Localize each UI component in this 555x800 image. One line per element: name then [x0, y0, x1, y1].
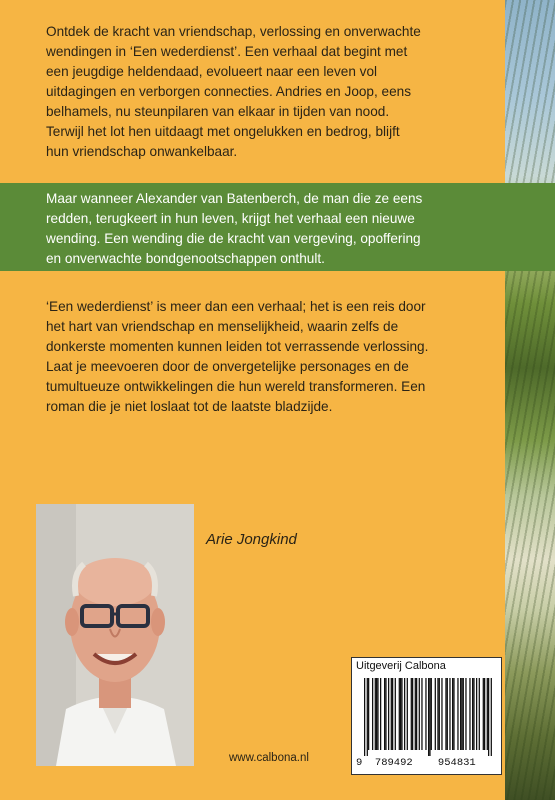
barcode-bar [483, 678, 484, 750]
barcode-bar [447, 678, 448, 750]
barcode-bar [487, 678, 488, 750]
barcode-bar [395, 678, 396, 750]
barcode-bar [463, 678, 464, 750]
barcode-bar [439, 678, 440, 750]
barcode-bar [460, 678, 461, 750]
barcode-bar [465, 678, 466, 750]
barcode-bar [472, 678, 473, 750]
barcode-bar [384, 678, 385, 750]
author-photo [36, 504, 194, 766]
publisher-name: Uitgeverij Calbona [356, 660, 446, 672]
barcode-bar [407, 678, 408, 750]
barcode-bar [479, 678, 480, 750]
barcode-bar [445, 678, 446, 750]
landscape-photo-strip [505, 0, 555, 800]
barcode-bar [388, 678, 389, 750]
barcode-bar [431, 678, 432, 750]
barcode-bar [453, 678, 454, 750]
barcode-bar [441, 678, 442, 750]
barcode-bar [401, 678, 402, 750]
barcode-bar [473, 678, 474, 750]
barcode-bar [488, 678, 489, 756]
barcode-bar [469, 678, 470, 750]
barcode-bar [412, 678, 413, 750]
barcode-bar [380, 678, 381, 750]
barcode-bar [429, 678, 430, 756]
barcode-bar [415, 678, 416, 750]
isbn-digits: 9 789492 954831 [356, 757, 476, 769]
barcode-bar [376, 678, 377, 750]
barcode-bar [375, 678, 376, 750]
barcode-bar [428, 678, 429, 756]
barcode-bar [457, 678, 458, 750]
barcode-bar [377, 678, 378, 750]
isbn-barcode [351, 657, 502, 775]
blurb-paragraph-3: ‘Een wederdienst’ is meer dan een verhaal; het is een reis door het hart van vriendschap en menselijkheid, waarin zelfs de donkerste momenten kunnen leiden tot verrassende verlossing. Laat je meevoeren door de onvergetelijke personages en de tumultueuze ontwikkelingen die hun wereld transformeren. Een roman die je niet loslaat tot de laatste bladzijde. [46, 299, 429, 414]
barcode-bar [421, 678, 422, 750]
barcode-bar [404, 678, 405, 750]
barcode-bar [411, 678, 412, 750]
barcode-bar [364, 678, 365, 756]
barcode-bar [419, 678, 420, 750]
blurb-paragraph-1: Ontdek de kracht van vriendschap, verlossing en onverwachte wendingen in ‘Een wederdienst’. Een verhaal dat begint met een jeugdige heldendaad, evolueert naar een leven vol uitdagingen en verborgen connecties. Andries en Joop, eens belhamels, nu steunpilaren van elkaar in tijden van nood. Terwijl het lot hen uitdaagt met ongelukken en bedrog, blijft hun vriendschap onwankelbaar. [46, 24, 421, 159]
barcode-bar [437, 678, 438, 750]
barcode-bars [364, 678, 492, 756]
barcode-bar [461, 678, 462, 750]
author-name: Arie Jongkind [206, 531, 297, 548]
barcode-bar [399, 678, 400, 750]
blurb-paragraph-2: Maar wanneer Alexander van Batenberch, de man die ze eens redden, terugkeert in hun leven, krijgt het verhaal een nieuwe wending. Een wending die de kracht van vergeving, opoffering en onverwachte bondgenootschappen onthult. [46, 191, 423, 266]
author-portrait-illustration [36, 504, 194, 766]
barcode-bar [367, 678, 368, 756]
barcode-bar [368, 678, 369, 750]
barcode-bar [484, 678, 485, 750]
barcode-bar [391, 678, 392, 750]
barcode-bar [416, 678, 417, 750]
barcode-bar [491, 678, 492, 756]
barcode-bar [425, 678, 426, 750]
barcode-bar [392, 678, 393, 750]
barcode-bar [385, 678, 386, 750]
publisher-website: www.calbona.nl [229, 752, 309, 764]
barcode-bar [476, 678, 477, 750]
barcode-bar [449, 678, 450, 750]
barcode-bar [400, 678, 401, 750]
barcode-bar [372, 678, 373, 750]
barcode-bar [435, 678, 436, 750]
barcode-bar [452, 678, 453, 750]
